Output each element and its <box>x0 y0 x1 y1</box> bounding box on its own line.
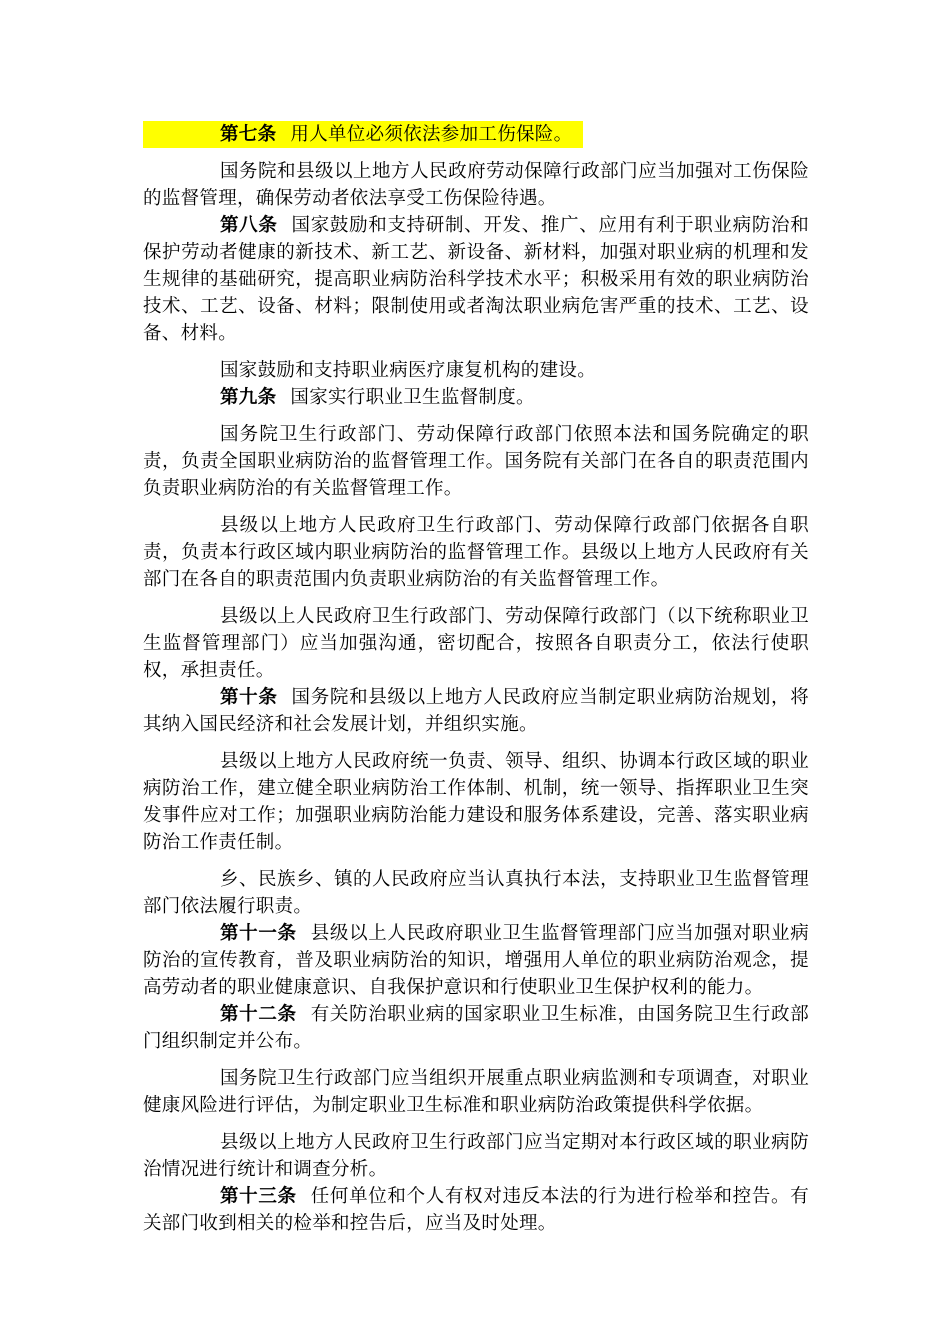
article-heading: 第十条 <box>220 687 278 708</box>
article-7-paragraph <box>143 121 583 148</box>
article-text: 用人单位必须依法参加工伤保险。 <box>290 124 573 145</box>
body-paragraph: 县级以上地方人民政府统一负责、领导、组织、协调本行政区域的职业病防治工作，建立健全职业病防治工作体制、机制，统一领导、指挥职业卫生突发事件应对工作；加强职业病防治能力建设和服务体系建设，完善、落实职业病防治工作责任制。 <box>143 751 809 853</box>
article-text: 县级以上人民政府职业卫生监督管理部门应当加强对职业病防治的宣传教育，普及职业病防治的知识，增强用人单位的职业病防治观念，提高劳动者的职业健康意识、自我保护意识和行使职业卫生保护权利的能力。 <box>143 923 809 998</box>
article-8-paragraph <box>143 212 809 347</box>
article-text: 任何单位和个人有权对违反本法的行为进行检举和控告。有关部门收到相关的检举和控告后，应当及时处理。 <box>143 1186 809 1234</box>
body-paragraph: 国务院卫生行政部门应当组织开展重点职业病监测和专项调查，对职业健康风险进行评估，为制定职业卫生标准和职业病防治政策提供科学依据。 <box>143 1068 809 1116</box>
article-text: 有关防治职业病的国家职业卫生标准，由国务院卫生行政部门组织制定并公布。 <box>143 1004 809 1052</box>
article-text: 国家实行职业卫生监督制度。 <box>290 387 535 408</box>
article-13-paragraph <box>143 1183 809 1237</box>
article-heading: 第十三条 <box>220 1186 297 1207</box>
body-paragraph: 县级以上地方人民政府卫生行政部门应当定期对本行政区域的职业病防治情况进行统计和调查分析。 <box>143 1132 809 1180</box>
body-paragraph: 县级以上人民政府卫生行政部门、劳动保障行政部门（以下统称职业卫生监督管理部门）应当加强沟通，密切配合，按照各自职责分工，依法行使职权，承担责任。 <box>143 606 809 681</box>
article-12-paragraph <box>143 1001 809 1055</box>
body-paragraph: 乡、民族乡、镇的人民政府应当认真执行本法，支持职业卫生监督管理部门依法履行职责。 <box>143 869 809 917</box>
article-heading: 第八条 <box>220 215 278 236</box>
body-paragraph: 县级以上地方人民政府卫生行政部门、劳动保障行政部门依据各自职责，负责本行政区域内职业病防治的监督管理工作。县级以上地方人民政府有关部门在各自的职责范围内负责职业病防治的有关监督管理工作。 <box>143 515 809 590</box>
article-heading: 第七条 <box>220 124 277 145</box>
article-9-paragraph <box>143 384 809 411</box>
article-11-paragraph <box>143 920 809 1001</box>
article-heading: 第十二条 <box>220 1004 297 1025</box>
body-paragraph: 国家鼓励和支持职业病医疗康复机构的建设。 <box>220 360 597 381</box>
article-text: 国务院和县级以上地方人民政府应当制定职业病防治规划，将其纳入国民经济和社会发展计划，并组织实施。 <box>143 687 809 735</box>
article-heading: 第十一条 <box>220 923 297 944</box>
body-paragraph: 国务院卫生行政部门、劳动保障行政部门依照本法和国务院确定的职责，负责全国职业病防治的监督管理工作。国务院有关部门在各自的职责范围内负责职业病防治的有关监督管理工作。 <box>143 424 809 499</box>
article-text: 国家鼓励和支持研制、开发、推广、应用有利于职业病防治和保护劳动者健康的新技术、新工艺、新设备、新材料，加强对职业病的机理和发生规律的基础研究，提高职业病防治科学技术水平；积极采用有效的职业病防治技术、工艺、设备、材料；限制使用或者淘汰职业病危害严重的技术、工艺、设备、材料。 <box>143 215 809 344</box>
document-body <box>143 121 809 1237</box>
article-heading: 第九条 <box>220 387 277 408</box>
article-10-paragraph <box>143 684 809 738</box>
body-paragraph: 国务院和县级以上地方人民政府劳动保障行政部门应当加强对工伤保险的监督管理，确保劳动者依法享受工伤保险待遇。 <box>143 161 809 209</box>
